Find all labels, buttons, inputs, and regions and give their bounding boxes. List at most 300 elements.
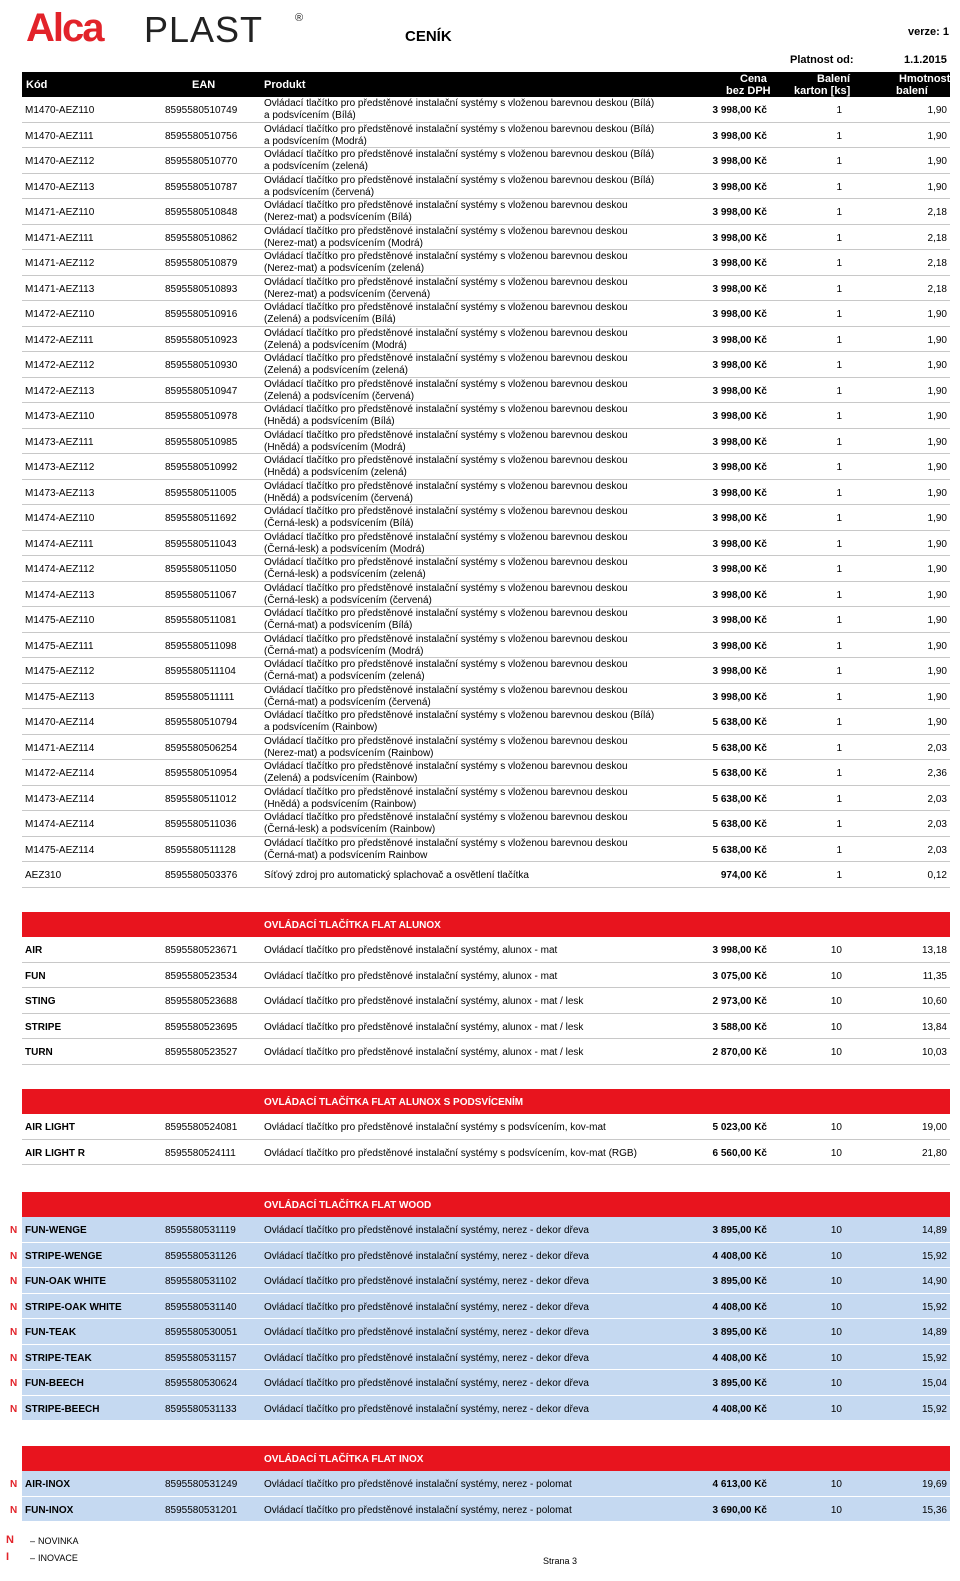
price-excl-vat: 5 638,00 Kč [712,819,767,830]
ean-code: 8595580510947 [165,385,238,397]
pack-weight: 2,36 [927,768,947,779]
product-code: M1472-AEZ110 [25,309,95,320]
pack-weight: 19,69 [921,1479,947,1490]
pack-weight: 15,36 [921,1504,947,1516]
price-excl-vat: 3 588,00 Kč [712,1021,767,1033]
description-line-1: Ovládací tlačítko pro předstěnové instalační systémy s vloženou barevnou deskou (Bílá) [264,123,655,135]
description-line-2: (Zelená) a podsvícením (červená) [264,390,415,402]
price-excl-vat: 2 973,00 Kč [712,996,767,1007]
ean-code: 8595580510985 [165,436,238,448]
ean-code: 8595580510923 [165,334,238,346]
ean-code: 8595580511111 [165,691,235,703]
product-code: AEZ310 [25,870,62,881]
document-title: CENÍK [405,28,452,45]
product-code: M1471-AEZ112 [25,258,95,269]
price-excl-vat: 3 998,00 Kč [712,436,767,448]
description-line-2: (Nerez-mat) a podsvícením (Modrá) [264,237,423,249]
product-description [264,557,694,581]
ean-code: 8595580523527 [165,1047,238,1058]
product-code: M1471-AEZ110 [25,207,95,218]
pack-quantity: 1 [836,462,842,473]
new-marker: N [10,1250,18,1262]
ean-code: 8595580510954 [165,768,238,779]
description-line-2: (Černá-lesk) a podsvícením (červená) [264,594,432,606]
pack-weight: 21,80 [921,1147,947,1159]
table-row [10,1268,950,1294]
description-line-2: a podsvícením (červená) [264,186,375,198]
product-description [264,404,694,428]
description-line-2: (Hnědá) a podsvícením (červená) [264,492,413,504]
pack-quantity: 1 [836,436,842,448]
pack-weight: 1,90 [927,385,947,397]
product-description: Ovládací tlačítko pro předstěnové instalační systémy s podsvícením, kov-mat (RGB) [264,1147,637,1159]
price-excl-vat: 3 998,00 Kč [712,258,767,269]
price-excl-vat: 3 998,00 Kč [712,360,767,371]
pack-quantity: 1 [836,717,842,728]
product-description [264,430,694,454]
ean-code: 8595580510879 [165,258,238,269]
pack-quantity: 1 [836,768,842,779]
logo-alca-text: Alca [26,6,103,50]
description-line-1: Ovládací tlačítko pro předstěnové instalační systémy s vloženou barevnou deskou [264,608,628,619]
product-description [264,787,694,811]
product-description [264,812,694,836]
ean-code: 8595580511043 [165,538,237,550]
product-description [264,200,694,224]
product-code: M1474-AEZ112 [25,564,95,575]
price-excl-vat: 3 998,00 Kč [712,130,767,142]
price-excl-vat: 3 690,00 Kč [712,1504,767,1516]
section-title: OVLÁDACÍ TLAČÍTKA FLAT ALUNOX [264,920,441,931]
pack-quantity: 1 [836,793,842,805]
product-description [264,481,694,505]
product-description [264,98,694,122]
description-line-2: (Zelená) a podsvícením (Modrá) [264,339,407,351]
product-description [264,251,694,275]
pack-weight: 10,60 [921,996,947,1007]
pack-weight: 1,90 [927,334,947,346]
ean-code: 8595580523534 [165,970,238,982]
ean-code: 8595580510794 [165,717,238,728]
product-code: M1473-AEZ112 [25,462,95,473]
description-line-1: Ovládací tlačítko pro předstěnové instalační systémy s vloženou barevnou deskou [264,786,628,798]
table-row [22,658,950,684]
product-description [264,761,694,785]
product-description: Ovládací tlačítko pro předstěnové instalační systémy, nerez - dekor dřeva [264,1301,589,1313]
table-row [22,862,950,888]
product-description: Ovládací tlačítko pro předstěnové instalační systémy, nerez - dekor dřeva [264,1276,589,1287]
table-row [22,505,950,531]
table-row [10,1294,950,1320]
table-row [22,454,950,480]
pack-weight: 1,90 [927,691,947,703]
table-row [22,811,950,837]
product-description [264,608,694,632]
price-excl-vat: 5 638,00 Kč [712,742,767,754]
product-code: AIR LIGHT R [25,1147,85,1159]
product-code: STRIPE-WENGE [25,1250,103,1262]
ean-code: 8595580510787 [165,181,238,193]
pack-quantity: 1 [836,691,842,703]
product-description: Ovládací tlačítko pro předstěnové instalační systémy, nerez - polomat [264,1504,572,1516]
pack-quantity: 1 [836,207,842,218]
ean-code: 8595580511012 [165,793,237,805]
ean-code: 8595580510893 [165,283,238,295]
ean-code: 8595580510749 [165,105,238,116]
table-row [22,378,950,404]
product-code: STRIPE-TEAK [25,1352,92,1364]
pack-weight: 1,90 [927,513,947,524]
description-line-1: Ovládací tlačítko pro předstěnové instalační systémy s vloženou barevnou deskou [264,582,628,594]
pack-quantity: 1 [836,666,842,677]
table-row [10,1319,950,1345]
product-code: M1475-AEZ110 [25,615,95,626]
product-code: AIR-INOX [25,1479,70,1490]
ean-code: 8595580530624 [165,1378,238,1389]
product-code: M1473-AEZ113 [25,487,95,499]
product-description [264,124,694,148]
table-row [22,123,950,149]
pack-quantity: 10 [830,1122,842,1133]
ean-code: 8595580523688 [165,996,238,1007]
description-line-1: Ovládací tlačítko pro předstěnové instalační systémy s vloženou barevnou deskou [264,455,628,466]
product-code: STRIPE-BEECH [25,1403,100,1415]
product-description [264,379,694,403]
price-excl-vat: 3 998,00 Kč [712,207,767,218]
table-row [22,327,950,353]
table-row [22,1014,950,1040]
table-row [22,1114,950,1140]
pack-weight: 1,90 [927,105,947,116]
table-row [22,403,950,429]
description-line-1: Ovládací tlačítko pro předstěnové instalační systémy s vloženou barevnou deskou [264,429,628,441]
description-line-1: Ovládací tlačítko pro předstěnové instalační systémy s vloženou barevnou deskou (Bílá) [264,710,655,721]
description-line-1: Síťový zdroj pro automatický splachovač a osvětlení tlačítka [264,870,529,881]
description-line-2: (Nerez-mat) a podsvícením (zelená) [264,263,425,274]
product-code: M1474-AEZ113 [25,589,95,601]
pack-weight: 1,90 [927,717,947,728]
description-line-2: a podsvícením (zelená) [264,161,368,172]
product-description: Ovládací tlačítko pro předstěnové instalační systémy, alunox - mat / lesk [264,996,584,1007]
pack-quantity: 1 [836,487,842,499]
product-code: STRIPE [25,1021,62,1033]
pack-weight: 2,03 [927,793,947,805]
product-code: AIR LIGHT [25,1122,75,1133]
price-excl-vat: 3 998,00 Kč [712,945,767,956]
description-line-1: Ovládací tlačítko pro předstěnové instalační systémy s vloženou barevnou deskou [264,302,628,313]
product-code: STRIPE-OAK WHITE [25,1301,122,1313]
price-excl-vat: 3 998,00 Kč [712,283,767,295]
ean-code: 8595580531119 [165,1225,236,1236]
ean-code: 8595580506254 [165,742,238,754]
pack-weight: 15,92 [921,1403,947,1415]
price-excl-vat: 3 998,00 Kč [712,105,767,116]
description-line-1: Ovládací tlačítko pro předstěnové instalační systémy s vloženou barevnou deskou [264,404,628,415]
product-code: M1472-AEZ113 [25,385,95,397]
price-excl-vat: 3 998,00 Kč [712,181,767,193]
section-title-band [22,912,950,937]
ean-code: 8595580510770 [165,156,238,167]
section-title-band [22,1192,950,1217]
product-description: Ovládací tlačítko pro předstěnové instalační systémy, nerez - dekor dřeva [264,1250,589,1262]
table-row [22,582,950,608]
description-line-2: (Černá-mat) a podsvícením (zelená) [264,671,425,682]
description-line-2: (Černá-mat) a podsvícením (Modrá) [264,645,424,657]
ean-code: 8595580511067 [165,589,237,601]
product-code: M1472-AEZ114 [25,768,95,779]
pack-quantity: 1 [836,538,842,550]
pack-quantity: 10 [830,1352,842,1364]
description-line-2: a podsvícením (Modrá) [264,135,367,147]
col-ean: EAN [192,79,216,91]
new-marker: N [10,1378,18,1389]
product-code: M1471-AEZ111 [25,232,94,244]
table-row [10,1370,950,1396]
pack-quantity: 10 [830,1327,842,1338]
table-row [22,937,950,963]
product-description: Ovládací tlačítko pro předstěnové instalační systémy, nerez - polomat [264,1479,572,1490]
price-excl-vat: 3 998,00 Kč [712,589,767,601]
description-line-1: Ovládací tlačítko pro předstěnové instalační systémy s vloženou barevnou deskou (Bílá) [264,149,655,160]
price-excl-vat: 3 998,00 Kč [712,691,767,703]
table-row [10,1243,950,1269]
description-line-2: (Hnědá) a podsvícením (Modrá) [264,441,406,453]
description-line-1: Ovládací tlačítko pro předstěnové instalační systémy s vloženou barevnou deskou [264,735,628,747]
product-code: FUN-TEAK [25,1327,77,1338]
table-row [22,480,950,506]
logo-plast-text: PLAST [144,9,264,50]
product-description [264,736,694,760]
pack-weight: 15,92 [921,1250,947,1262]
legend-dash: – [30,1553,36,1563]
section-flat-alunox-backlit [22,1089,950,1165]
product-code: M1475-AEZ113 [25,691,95,703]
price-excl-vat: 3 998,00 Kč [712,666,767,677]
col-pack-line1: Balení [817,73,851,85]
col-product: Produkt [264,79,306,91]
product-description [264,277,694,301]
ean-code: 8595580511081 [165,615,237,626]
table-row [22,556,950,582]
pack-weight: 14,89 [921,1225,947,1236]
price-excl-vat: 974,00 Kč [720,870,767,881]
description-line-1: Ovládací tlačítko pro předstěnové instalační systémy s vloženou barevnou deskou [264,378,628,390]
product-code: M1473-AEZ110 [25,411,95,422]
description-line-1: Ovládací tlačítko pro předstěnové instalační systémy s vloženou barevnou deskou [264,837,628,849]
description-line-1: Ovládací tlačítko pro předstěnové instalační systémy s vloženou barevnou deskou [264,276,628,288]
ean-code: 8595580531126 [165,1250,237,1262]
col-pack-line2: karton [ks] [794,85,851,97]
ean-code: 8595580511104 [165,666,236,677]
pack-quantity: 1 [836,130,842,142]
ean-code: 8595580510848 [165,207,238,218]
price-excl-vat: 3 895,00 Kč [712,1276,767,1287]
pack-weight: 1,90 [927,130,947,142]
pack-quantity: 1 [836,283,842,295]
product-code: M1473-AEZ114 [25,793,95,805]
price-excl-vat: 3 998,00 Kč [712,334,767,346]
pack-weight: 1,90 [927,640,947,652]
description-line-2: (Nerez-mat) a podsvícením (červená) [264,288,431,300]
table-row [22,633,950,659]
table-row [22,199,950,225]
price-excl-vat: 4 408,00 Kč [712,1403,767,1415]
product-description: Ovládací tlačítko pro předstěnové instalační systémy s podsvícením, kov-mat [264,1122,606,1133]
pack-weight: 1,90 [927,411,947,422]
pack-weight: 2,18 [927,207,947,218]
ean-code: 8595580531102 [165,1276,237,1287]
price-excl-vat: 3 998,00 Kč [712,513,767,524]
new-marker: N [10,1403,18,1415]
description-line-2: (Černá-lesk) a podsvícením (Bílá) [264,518,414,529]
table-row [10,1345,950,1371]
ean-code: 8595580511098 [165,640,237,652]
table-row [22,225,950,251]
pack-quantity: 10 [830,1047,842,1058]
product-code: STING [25,996,56,1007]
price-excl-vat: 3 998,00 Kč [712,232,767,244]
product-description [264,328,694,352]
description-line-1: Ovládací tlačítko pro předstěnové instalační systémy s vloženou barevnou deskou [264,251,628,262]
ean-code: 8595580531249 [165,1479,238,1490]
ean-code: 8595580523671 [165,945,238,956]
pack-weight: 14,89 [921,1327,947,1338]
col-code: Kód [26,79,48,91]
new-marker: N [10,1352,18,1364]
table-row [22,963,950,989]
description-line-2: (Černá-mat) a podsvícením (Bílá) [264,620,413,631]
pack-weight: 11,35 [922,970,947,982]
product-code: M1472-AEZ112 [25,360,95,371]
price-excl-vat: 2 870,00 Kč [712,1047,767,1058]
price-excl-vat: 4 613,00 Kč [712,1479,767,1490]
pack-weight: 0,12 [927,870,947,881]
price-excl-vat: 6 560,00 Kč [712,1147,767,1159]
pack-quantity: 1 [836,258,842,269]
product-code: M1474-AEZ114 [25,819,95,830]
table-row [22,148,950,174]
registered-mark: ® [295,12,304,24]
pack-weight: 13,18 [921,945,947,956]
pack-quantity: 1 [836,640,842,652]
ean-code: 8595580523695 [165,1021,238,1033]
pack-weight: 2,18 [927,258,947,269]
table-row [22,276,950,302]
price-excl-vat: 5 638,00 Kč [712,717,767,728]
new-marker: N [10,1504,18,1516]
pack-weight: 1,90 [927,487,947,499]
description-line-1: Ovládací tlačítko pro předstěnové instalační systémy s vloženou barevnou deskou [264,225,628,237]
section-title-band [22,1446,950,1471]
product-code: M1474-AEZ110 [25,513,95,524]
description-line-1: Ovládací tlačítko pro předstěnové instalační systémy s vloženou barevnou deskou [264,480,628,492]
product-description [264,659,694,683]
price-excl-vat: 3 075,00 Kč [712,970,767,982]
product-description [264,506,694,530]
description-line-1: Ovládací tlačítko pro předstěnové instalační systémy s vloženou barevnou deskou [264,353,628,364]
legend-text: INOVACE [38,1553,78,1563]
pack-weight: 1,90 [927,462,947,473]
pack-quantity: 1 [836,819,842,830]
product-description [264,226,694,250]
pack-weight: 2,18 [927,283,947,295]
product-description [264,710,694,734]
product-description: Ovládací tlačítko pro předstěnové instalační systémy, alunox - mat [264,970,558,982]
table-row [22,174,950,200]
product-description [264,175,694,199]
section-flat-inox [10,1446,950,1522]
description-line-1: Ovládací tlačítko pro předstěnové instalační systémy s vloženou barevnou deskou [264,633,628,645]
pack-weight: 10,03 [921,1047,947,1058]
pack-quantity: 10 [830,1378,842,1389]
product-description [264,838,694,862]
description-line-2: a podsvícením (Rainbow) [264,722,378,733]
price-excl-vat: 3 998,00 Kč [712,156,767,167]
col-weight-line2: balení [kg] [896,85,928,109]
legend-marker: I [6,1551,10,1563]
pack-quantity: 10 [830,1479,842,1490]
table-row [10,1497,950,1523]
new-marker: N [10,1327,18,1338]
ean-code: 8595580524111 [165,1147,236,1159]
pack-quantity: 1 [836,156,842,167]
description-line-1: Ovládací tlačítko pro předstěnové instalační systémy s vloženou barevnou deskou [264,327,628,339]
pack-weight: 1,90 [927,589,947,601]
pack-quantity: 1 [836,334,842,346]
pack-quantity: 10 [830,1225,842,1236]
table-row [22,1140,950,1166]
table-row [22,429,950,455]
pack-quantity: 1 [836,589,842,601]
table-row [22,607,950,633]
ean-code: 8595580510756 [165,130,238,142]
new-marker: N [10,1479,18,1490]
pack-weight: 2,03 [927,742,947,754]
description-line-2: a podsvícením (Bílá) [264,110,356,121]
pack-quantity: 1 [836,105,842,116]
ean-code: 8595580524081 [165,1122,238,1133]
product-description [264,870,694,882]
product-code: M1473-AEZ111 [25,436,94,448]
product-code: FUN-WENGE [25,1225,87,1236]
pack-quantity: 1 [836,742,842,754]
new-marker: N [10,1301,18,1313]
pack-weight: 2,18 [927,232,947,244]
product-code: FUN-BEECH [25,1378,84,1389]
pack-quantity: 10 [830,1021,842,1033]
table-row [22,531,950,557]
section-title: OVLÁDACÍ TLAČÍTKA FLAT WOOD [264,1200,432,1211]
pack-quantity: 10 [830,1504,842,1516]
ean-code: 8595580511692 [165,513,237,524]
section-title: OVLÁDACÍ TLAČÍTKA FLAT ALUNOX S PODSVÍCENÍM [264,1097,524,1108]
table-row [10,1217,950,1243]
section-flat-alunox [22,912,950,1065]
ean-code: 8595580511005 [165,487,237,499]
pack-quantity: 1 [836,181,842,193]
description-line-1: Ovládací tlačítko pro předstěnové instalační systémy s vloženou barevnou deskou [264,557,628,568]
ean-code: 8595580530051 [165,1327,238,1338]
product-code: TURN [25,1047,53,1058]
description-line-2: (Zelená) a podsvícením (Rainbow) [264,773,418,784]
product-description [264,353,694,377]
product-code: M1470-AEZ113 [25,181,95,193]
price-excl-vat: 3 895,00 Kč [712,1225,767,1236]
legend-dash: – [30,1536,36,1546]
new-marker: N [10,1276,18,1287]
pack-weight: 1,90 [927,156,947,167]
price-excl-vat: 3 998,00 Kč [712,564,767,575]
